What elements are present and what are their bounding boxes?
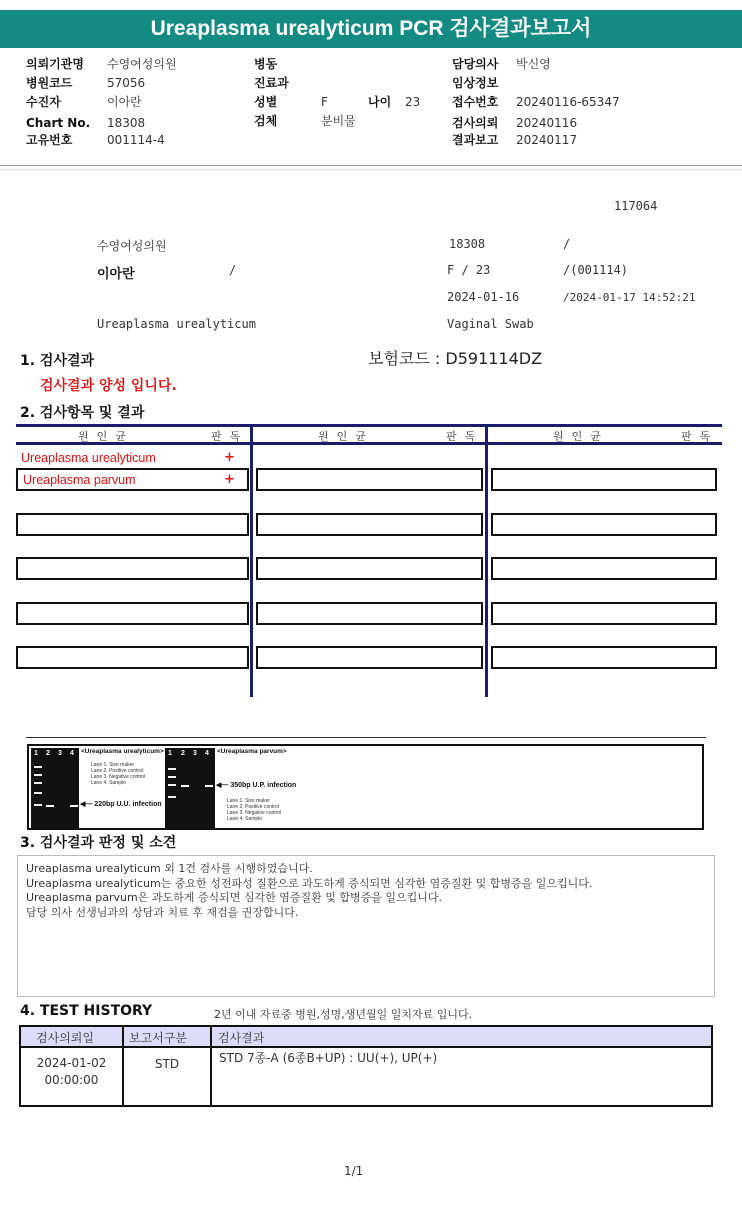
patient-label: 수진자 xyxy=(26,95,61,109)
organism-result: + xyxy=(224,450,235,465)
opinion-line: Ureaplasma urealyticum 외 1건 검사를 시행하였습니다. xyxy=(26,862,313,875)
section-1-title: 1. 검사결과 xyxy=(20,353,95,369)
legend-line: Lane 4. Sample xyxy=(91,780,127,786)
history-result: STD 7종-A (6종B+UP) : UU(+), UP(+) xyxy=(219,1051,438,1065)
lane-number: 4 xyxy=(205,750,209,757)
detail-specimen: Vaginal Swab xyxy=(447,317,534,331)
unique-label: 고유번호 xyxy=(26,133,73,147)
code-value: 57056 xyxy=(107,76,146,90)
positive-band xyxy=(181,785,189,787)
history-table xyxy=(19,1025,713,1107)
sex-label: 성별 xyxy=(254,95,278,109)
col-judge-header: 판독 xyxy=(681,430,719,443)
result-box xyxy=(491,602,717,625)
doctor-label: 담당의사 xyxy=(452,57,499,71)
history-type: STD xyxy=(154,1057,180,1071)
ladder-band xyxy=(168,776,176,778)
legend-line: Lane 1. Size maker xyxy=(91,762,135,768)
history-header-row xyxy=(21,1027,711,1048)
ward-label: 병동 xyxy=(254,57,278,71)
legend-line: Lane 3. Negative control xyxy=(227,810,282,816)
receipt-label: 접수번호 xyxy=(452,95,499,109)
history-col-date: 검사의뢰일 xyxy=(36,1031,94,1045)
result-box xyxy=(491,557,717,580)
detail-test-name: Ureaplasma urealyticum xyxy=(97,317,256,331)
sample-band xyxy=(70,805,78,807)
legend-line: Lane 2. Positive control xyxy=(91,768,143,774)
request-label: 검사의뢰 xyxy=(452,116,499,130)
gel-divider xyxy=(26,737,706,738)
ladder-band xyxy=(34,774,42,776)
result-box xyxy=(256,513,483,536)
header-divider xyxy=(0,165,742,166)
col-organism-header: 원인균 xyxy=(318,430,374,443)
lane-number: 1 xyxy=(34,750,38,757)
doctor-value: 박신영 xyxy=(516,57,551,71)
result-box xyxy=(256,602,483,625)
receipt-value: 20240116-65347 xyxy=(516,95,620,109)
detail-slash: / xyxy=(563,237,571,251)
organism-result: + xyxy=(224,472,235,487)
result-box xyxy=(491,513,717,536)
lane-number: 2 xyxy=(181,750,185,757)
uu-gel-title: <Ureaplasma urealyticum> xyxy=(81,748,164,755)
organism-name: Ureaplasma urealyticum xyxy=(21,451,156,465)
up-gel-title: <Ureaplasma parvum> xyxy=(217,748,287,755)
age-value: 23 xyxy=(405,95,421,109)
legend-line: Lane 1. Size maker xyxy=(227,798,271,804)
age-label: 나이 xyxy=(368,95,392,109)
ladder-band xyxy=(34,792,42,794)
detail-slash-2: / xyxy=(229,263,237,277)
specimen-label: 검체 xyxy=(254,114,278,128)
opinion-line: Ureaplasma urealyticum는 중요한 성전파성 질환으로 과도하게 증식되면 심각한 염증질환 및 합병증을 일으킵니다. xyxy=(26,876,593,890)
result-box xyxy=(256,646,483,669)
column-divider xyxy=(485,425,488,697)
result-box xyxy=(16,557,249,580)
ladder-band xyxy=(168,796,176,798)
ladder-band xyxy=(34,804,42,806)
column-divider xyxy=(250,425,253,697)
code-label: 병원코드 xyxy=(26,76,73,90)
organism-name: Ureaplasma parvum xyxy=(23,473,136,487)
detail-hospital: 수영여성의원 xyxy=(97,239,167,253)
detail-patient: 이아란 xyxy=(97,267,135,282)
report-value: 20240117 xyxy=(516,133,578,147)
history-col-type: 보고서구분 xyxy=(129,1031,187,1045)
ladder-band xyxy=(34,782,42,784)
detail-chart: 18308 xyxy=(449,237,486,251)
history-time: 00:00:00 xyxy=(44,1073,99,1087)
lane-number: 2 xyxy=(46,750,50,757)
opinion-box xyxy=(17,855,715,997)
report-title: Ureaplasma urealyticum PCR 검사결과보고서 xyxy=(0,10,742,48)
legend-line: Lane 2. Positive control xyxy=(227,804,279,810)
legend-line: Lane 4. Sample xyxy=(227,816,263,822)
section-2-title: 2. 검사항목 및 결과 xyxy=(20,405,145,421)
legend-line: Lane 3. Negative control xyxy=(91,774,146,780)
col-judge-header: 판독 xyxy=(446,430,484,443)
history-note: 2년 이내 자료중 병원,성명,생년월일 일치자료 입니다. xyxy=(214,1008,473,1021)
ladder-band xyxy=(34,766,42,768)
gel-electrophoresis-figure xyxy=(27,744,704,830)
header-divider-light xyxy=(0,169,742,170)
result-box xyxy=(16,602,249,625)
result-box xyxy=(491,646,717,669)
history-col-result: 검사결과 xyxy=(218,1031,265,1045)
report-id: 117064 xyxy=(614,199,658,213)
hospital-value: 수영여성의원 xyxy=(107,57,177,71)
unique-value: 001114-4 xyxy=(107,133,165,147)
lane-number: 3 xyxy=(193,750,197,757)
request-value: 20240116 xyxy=(516,116,578,130)
section-3-title: 3. 검사결과 판정 및 소견 xyxy=(20,835,177,851)
up-gel-image xyxy=(165,748,215,828)
result-box xyxy=(491,468,717,491)
uu-band-arrow: ◀— 220bp U.U. infection xyxy=(80,801,162,808)
report-label: 결과보고 xyxy=(452,133,499,147)
lane-number: 4 xyxy=(70,750,74,757)
history-date: 2024-01-02 xyxy=(36,1056,107,1070)
result-box xyxy=(256,557,483,580)
history-col-divider xyxy=(210,1027,212,1105)
detail-date: 2024-01-16 xyxy=(447,290,520,304)
section-4-title: 4. TEST HISTORY xyxy=(20,1003,153,1019)
result-summary: 검사결과 양성 입니다. xyxy=(40,378,177,394)
patient-value: 이아란 xyxy=(107,95,142,109)
result-box xyxy=(256,468,483,491)
uu-legend xyxy=(91,762,145,786)
hospital-label: 의뢰기관명 xyxy=(26,57,84,71)
page-number: 1/1 xyxy=(344,1164,364,1178)
result-box xyxy=(16,646,249,669)
positive-band xyxy=(46,805,54,807)
opinion-line: Ureaplasma parvum은 과도하게 증식되면 심각한 염증질환 및 합병증을 일으킵니다. xyxy=(26,891,442,904)
opinion-line: 담당 의사 선생님과의 상담과 치료 후 재검을 권장합니다. xyxy=(26,905,299,919)
result-box xyxy=(16,513,249,536)
insurance-code: 보험코드 : D591114DZ xyxy=(368,349,543,368)
table-top-rule xyxy=(16,424,722,427)
dept-label: 진료과 xyxy=(254,76,289,90)
detail-datetime: /2024-01-17 14:52:21 xyxy=(563,291,696,304)
sample-band xyxy=(205,785,213,787)
chart-label: Chart No. xyxy=(26,116,91,130)
chart-value: 18308 xyxy=(107,116,146,130)
col-organism-header: 원인균 xyxy=(78,430,134,443)
lane-number: 3 xyxy=(58,750,62,757)
sex-value: F xyxy=(321,95,328,109)
lane-number: 1 xyxy=(168,750,172,757)
detail-sex-age: F / 23 xyxy=(447,263,491,277)
col-judge-header: 판독 xyxy=(211,430,249,443)
uu-gel-image xyxy=(31,748,79,828)
col-organism-header: 원인균 xyxy=(553,430,609,443)
ladder-band xyxy=(168,784,176,786)
up-legend xyxy=(227,798,281,822)
ladder-band xyxy=(168,768,176,770)
detail-unique: /(001114) xyxy=(563,263,629,277)
clinical-label: 임상정보 xyxy=(452,76,499,90)
up-band-arrow: ◀— 350bp U.P. infection xyxy=(216,782,297,789)
specimen-value: 분비물 xyxy=(321,114,356,128)
